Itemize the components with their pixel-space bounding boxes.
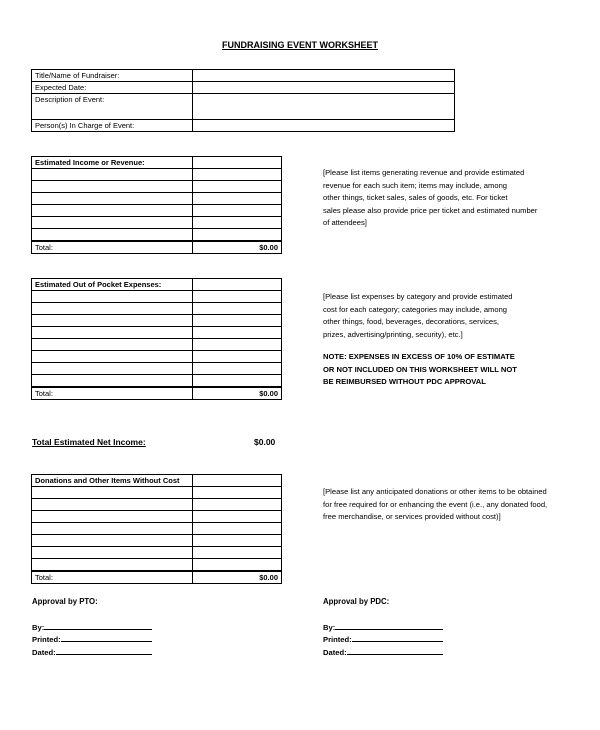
expenses-table [31,278,282,400]
pdc-printed-label: Printed: [323,635,352,644]
table-row [32,339,282,351]
expense-item-cell[interactable] [32,363,193,375]
pdc-dated-label: Dated: [323,648,347,657]
table-row [32,363,282,375]
table-row [32,327,282,339]
donation-value-cell[interactable] [193,535,282,547]
table-row [32,291,282,303]
event-info-table [31,69,455,132]
pto-printed-field[interactable] [61,634,152,642]
table-row [32,511,282,523]
table-row [32,559,282,572]
expense-item-cell[interactable] [32,375,193,388]
donation-item-cell[interactable] [32,523,193,535]
donations-total-value: $0.00 [193,571,282,584]
note-line: [Please list items generating revenue and provide estimated [323,168,525,177]
expense-item-cell[interactable] [32,303,193,315]
table-row [32,535,282,547]
donation-item-cell[interactable] [32,559,193,572]
pdc-by-row [323,622,443,632]
table-row [32,229,282,242]
expense-item-cell[interactable] [32,339,193,351]
table-row [32,70,455,82]
net-income-label: Total Estimated Net Income: [32,437,146,447]
fundraiser-name-label: Title/Name of Fundraiser: [32,70,193,82]
note-line: prizes, advertising/printing, security), etc.] [323,329,463,339]
note-line: other things, food, beverages, decorations, services, [323,317,500,327]
pdc-dated-field[interactable] [347,647,443,655]
income-header-cell [193,157,282,169]
warning-line: NOTE: EXPENSES IN EXCESS OF 10% OF ESTIMATE [323,352,515,361]
expense-amount-cell[interactable] [193,327,282,339]
income-item-cell[interactable] [32,193,193,205]
table-header-row [32,157,282,169]
donation-item-cell[interactable] [32,487,193,499]
donations-header-cell [193,475,282,487]
table-row [32,351,282,363]
table-row [32,205,282,217]
table-row [32,169,282,181]
table-row [32,375,282,388]
expenses-total-label: Total: [32,387,193,400]
pdc-dated-row [323,647,443,657]
donations-instructions [323,486,547,524]
income-amount-cell[interactable] [193,229,282,242]
note-line: [Please list any anticipated donations or other items to be obtained [323,487,547,496]
net-income-value: $0.00 [254,437,276,447]
pto-printed-label: Printed: [32,635,61,644]
table-total-row [32,571,282,584]
pdc-by-label: By: [323,623,336,632]
table-row [32,487,282,499]
donation-item-cell[interactable] [32,499,193,511]
expenses-header-cell [193,279,282,291]
income-item-cell[interactable] [32,169,193,181]
table-row [32,217,282,229]
table-row [32,181,282,193]
expense-amount-cell[interactable] [193,375,282,388]
note-line: free merchandise, or services provided without cost)] [323,512,501,522]
note-line: other things, ticket sales, sales of goods, etc. For ticket [323,193,508,203]
pto-printed-row [32,634,152,644]
expense-amount-cell[interactable] [193,315,282,327]
person-in-charge-field[interactable] [193,120,455,132]
table-row [32,523,282,535]
warning-line: BE REIMBURSED WITHOUT PDC APPROVAL [323,377,486,387]
table-header-row [32,279,282,291]
note-line: cost for each category; categories may include, among [323,304,508,314]
note-line: for free required for or enhancing the event (i.e., any donated food, [323,499,548,509]
pdc-printed-field[interactable] [352,634,443,642]
expense-amount-cell[interactable] [193,339,282,351]
pto-dated-field[interactable] [56,647,152,655]
table-row [32,499,282,511]
warning-line: OR NOT INCLUDED ON THIS WORKSHEET WILL NOT [323,364,517,374]
pdc-by-field[interactable] [335,622,443,630]
table-total-row [32,241,282,254]
income-table [31,156,282,254]
note-line: revenue for each such item; items may include, among [323,180,508,190]
income-item-cell[interactable] [32,205,193,217]
donation-value-cell[interactable] [193,559,282,572]
pto-dated-row [32,647,152,657]
note-line: of attendees] [323,218,367,228]
note-line: [Please list expenses by category and provide estimated [323,292,513,301]
expense-item-cell[interactable] [32,315,193,327]
expense-item-cell[interactable] [32,291,193,303]
table-row [32,94,455,120]
table-total-row [32,387,282,400]
pdc-approval-title: Approval by PDC: [323,597,390,606]
donation-value-cell[interactable] [193,547,282,559]
expense-amount-cell[interactable] [193,351,282,363]
expense-item-cell[interactable] [32,327,193,339]
donation-value-cell[interactable] [193,511,282,523]
table-header-row [32,475,282,487]
expected-date-field[interactable] [193,82,455,94]
income-total-label: Total: [32,241,193,254]
expenses-instructions [323,291,513,341]
page-title: FUNDRAISING EVENT WORKSHEET [221,40,378,50]
donation-value-cell[interactable] [193,499,282,511]
pto-by-field[interactable] [44,622,152,630]
table-row [32,547,282,559]
donations-total-label: Total: [32,571,193,584]
person-in-charge-label: Person(s) In Charge of Event: [32,120,193,132]
donations-table [31,474,282,584]
table-row [32,303,282,315]
donation-item-cell[interactable] [32,511,193,523]
income-item-cell[interactable] [32,217,193,229]
note-line: sales please also provide price per ticket and estimated number [323,205,538,215]
pto-dated-label: Dated: [32,648,56,657]
income-amount-cell[interactable] [193,181,282,193]
donation-item-cell[interactable] [32,535,193,547]
pto-approval-title: Approval by PTO: [32,597,98,606]
expense-item-cell[interactable] [32,351,193,363]
table-row [32,193,282,205]
expenses-total-value: $0.00 [193,387,282,400]
fundraiser-name-field[interactable] [193,70,455,82]
income-amount-cell[interactable] [193,217,282,229]
income-instructions [323,167,537,230]
table-row [32,315,282,327]
pto-by-row [32,622,152,632]
table-row [32,82,455,94]
income-amount-cell[interactable] [193,205,282,217]
income-amount-cell[interactable] [193,169,282,181]
pto-by-label: By: [32,623,45,632]
expected-date-label: Expected Date: [32,82,193,94]
expenses-header: Estimated Out of Pocket Expenses: [32,279,193,291]
pdc-printed-row [323,634,443,644]
expenses-warning [323,351,517,389]
expense-amount-cell[interactable] [193,291,282,303]
expense-amount-cell[interactable] [193,303,282,315]
income-item-cell[interactable] [32,229,193,242]
income-item-cell[interactable] [32,181,193,193]
donation-value-cell[interactable] [193,487,282,499]
table-row [32,120,455,132]
income-amount-cell[interactable] [193,193,282,205]
donations-header: Donations and Other Items Without Cost [32,475,193,487]
income-header: Estimated Income or Revenue: [32,157,193,169]
event-description-label: Description of Event: [32,94,193,120]
income-total-value: $0.00 [193,241,282,254]
donation-value-cell[interactable] [193,523,282,535]
donation-item-cell[interactable] [32,547,193,559]
event-description-field[interactable] [193,94,455,120]
expense-amount-cell[interactable] [193,363,282,375]
